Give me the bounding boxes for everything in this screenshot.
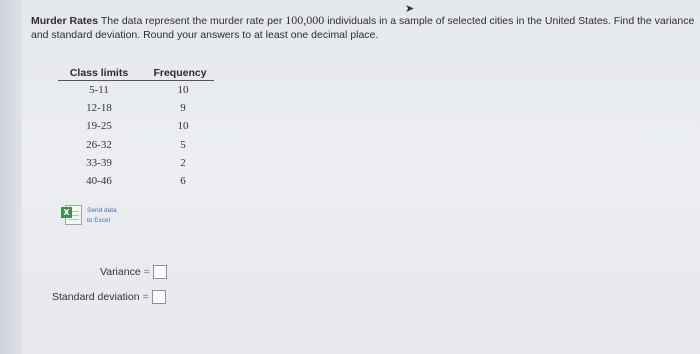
class-limits-cell: 19-25: [86, 120, 112, 133]
variance-equals: =: [143, 265, 150, 278]
standard-deviation-equals: =: [142, 290, 149, 303]
problem-topic: Murder Rates: [31, 15, 99, 27]
table-row: [58, 172, 214, 190]
standard-deviation-row: [52, 290, 166, 304]
column-header-class-limits: Class limits: [58, 67, 146, 81]
variance-input[interactable]: [153, 265, 167, 279]
frequency-cell: 10: [177, 120, 189, 133]
class-limits-cell: 12-18: [86, 102, 112, 115]
column-header-frequency: Frequency: [146, 67, 214, 81]
table-header-row: [58, 67, 214, 81]
problem-number: 100,000: [285, 13, 325, 27]
standard-deviation-input[interactable]: [152, 290, 166, 304]
window-edge: [0, 0, 22, 354]
class-limits-cell: 26-32: [86, 138, 112, 151]
table-row: [58, 117, 214, 135]
problem-text-part2: individuals in a sample of selected cities in the United States. Find the variance and standard deviation. Round your answers to at least one decimal place.: [31, 15, 695, 41]
class-limits-cell: 5-11: [89, 84, 109, 97]
table-row: [58, 136, 214, 154]
class-limits-cell: 33-39: [86, 156, 112, 169]
frequency-cell: 10: [177, 84, 189, 97]
table-row: [58, 99, 214, 117]
variance-label: Variance: [100, 265, 141, 278]
arrow-cursor-icon: ➤: [405, 2, 415, 15]
send-to-excel-button[interactable]: [61, 204, 117, 226]
frequency-cell: 9: [180, 102, 186, 115]
class-limits-cell: 40-46: [86, 175, 112, 188]
frequency-table: [58, 67, 214, 190]
send-to-excel-label: Send data to Excel: [87, 207, 117, 224]
frequency-cell: 6: [180, 175, 186, 188]
problem-text-part1: The data represent the murder rate per: [98, 15, 286, 27]
table-row: [58, 81, 214, 100]
table-row: [58, 154, 214, 172]
frequency-cell: 2: [180, 156, 186, 169]
variance-row: [100, 265, 167, 279]
problem-statement: [31, 14, 696, 42]
excel-icon: X: [61, 204, 81, 224]
frequency-cell: 5: [180, 138, 186, 151]
standard-deviation-label: Standard deviation: [52, 290, 140, 303]
